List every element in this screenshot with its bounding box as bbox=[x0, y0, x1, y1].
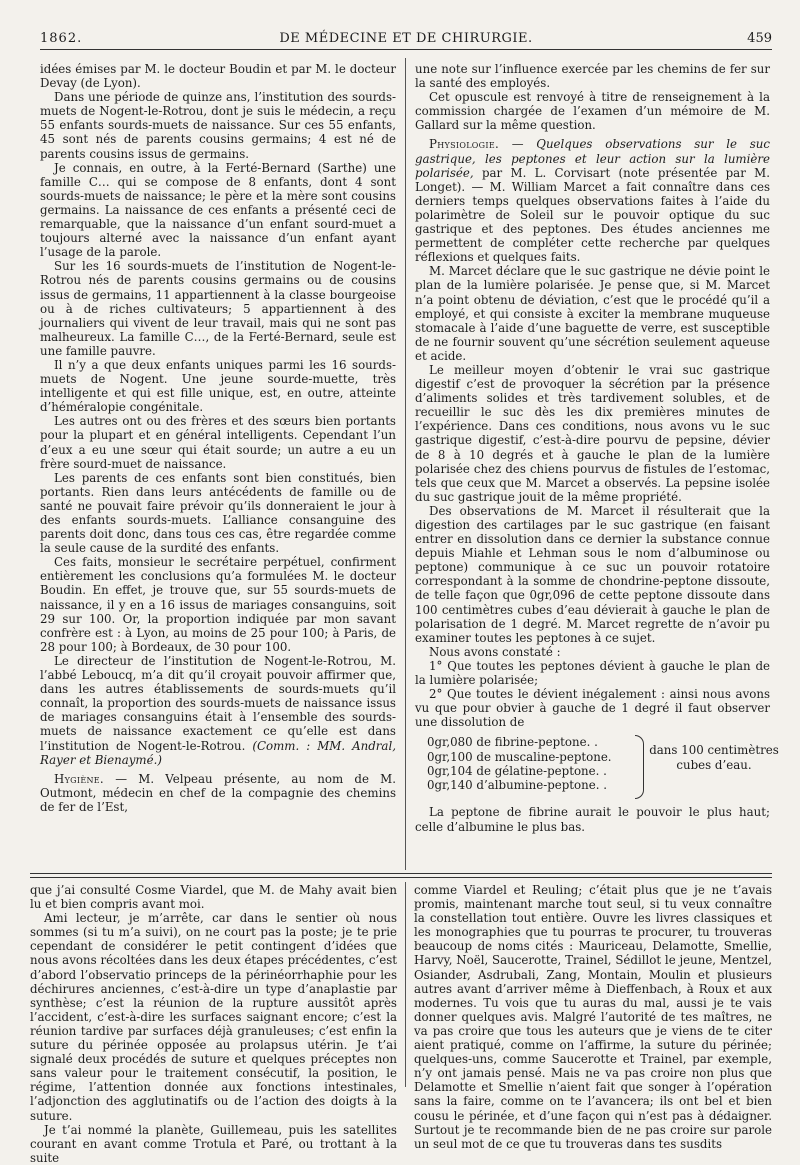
paragraph: Ami lecteur, je m’arrête, car dans le sentier où nous sommes (si tu m’a suivi), on ne court pas la poste; je te prie cependant de considérer le petit contingent d’idées que nous avons récoltées dans les deux étapes précédentes, c’est d’abord l’observatio princeps de la périnéorrhaphie pour les déchirures anciennes, c’est-à-dire un type d’anaplastie par synthèse; c’est la réunion de la rupture aussitôt après l’accident, c’est-à-dire les surfaces saignant encore; c’est la réunion tardive par surfaces déjà granuleuses; c’est enfin la suture du périnée opposée au prolapsus utérin. Je t’ai signalé deux procédés de suture et quelques préceptes non sans valeur pour le traitement consécutif, la position, le régime, l’attention donnée aux fonctions intestinales, l’adjonction des agglutinatifs ou de l’action des doigts à la suture. bbox=[30, 911, 397, 1123]
peptone-items bbox=[427, 735, 632, 791]
physiology-heading bbox=[415, 137, 770, 264]
paragraph: une note sur l’influence exercée par les chemins de fer sur la santé des employés. bbox=[415, 62, 770, 91]
article-author: par M. L. Corvisart (note présentée par M. Longet). bbox=[415, 165, 770, 194]
paragraph: idées émises par M. le docteur Boudin et par M. le docteur Devay (de Lyon). bbox=[40, 62, 396, 91]
article-title: — Quelques observations sur le suc gastrique, les peptones et leur action sur la lumière polarisée, bbox=[415, 137, 770, 180]
left-column bbox=[40, 62, 396, 870]
paragraph: Il n’y a que deux enfants uniques parmi les 16 sourds-muets de Nogent. Une jeune sourde-muette, très intelligente et qui est fille unique, est, en outre, atteinte d’héméralopie congénitale. bbox=[40, 357, 396, 415]
paragraph: Des observations de M. Marcet il résulterait que la digestion des cartilages par le suc gastrique (en faisant entrer en dissolution dans ce dernier la substance connue depuis Miahle et Lehman sous le nom d’albuminose ou peptone) communique à ce suc un pouvoir rotatoire correspondant à la somme de chondrine-peptone dissoute, de telle façon que 0gr,096 de cette peptone dissoute dans 100 centimètres cubes d’eau dévierait à gauche le plan de polarisation de 1 degré. M. Marcet regrette de n’avoir pu examiner toutes les peptones à ce sujet. bbox=[415, 503, 770, 645]
paragraph: 2° Que toutes le dévient inégalement : ainsi nous avons vu que pour obvier à gauche de 1 degré il faut observer une dissolution de bbox=[415, 687, 770, 730]
list-item: 0gr,080 de fibrine-peptone. . bbox=[427, 735, 598, 750]
paragraph: Le meilleur moyen d’obtenir le vrai suc gastrique digestif c’est de provoquer la sécrétion par la présence d’aliments solides et très tardivement solubles, et de recueillir le suc dès les dix premières minutes de l’expérience. Dans ces conditions, nous avons vu le suc gastrique digestif, c’est-à-dire pourvu de pepsine, dévier de 8 à 10 degrés et à gauche le plan de la lumière polarisée chez des chiens pourvus de fistules de l’estomac, tels que ceux que M. Marcet a observés. La pepsine isolée du suc gastrique jouit de la même propriété. bbox=[415, 362, 770, 504]
list-note: dans 100 centimètres cubes d’eau. bbox=[649, 743, 779, 772]
paragraph: Les parents de ces enfants sont bien constitués, bien portants. Rien dans leurs antécédents de famille ou de santé ne pouvait faire prévoir qu’ils donneraient le jour à des enfants sourds-muets. L’alliance consanguine des parents doit donc, dans tous ces cas, être regardée comme la seule cause de la surdité des enfants. bbox=[40, 470, 396, 556]
paragraph: La peptone de fibrine aurait le pouvoir le plus haut; celle d’albumine le plus bas. bbox=[415, 805, 770, 834]
curly-brace bbox=[635, 735, 644, 799]
list-item: 0gr,104 de gélatine-peptone. . bbox=[427, 763, 607, 778]
hygiene-paragraph bbox=[40, 772, 396, 814]
paragraph: Dans une période de quinze ans, l’institution des sourds-muets de Nogent-le-Rotrou, dont je suis le médecin, a reçu 55 enfants sourds-muets de naissance. Sur ces 55 enfants, 45 sont nés de parents cousins germains; 4 est né de parents cousins issus de germains. bbox=[40, 90, 396, 161]
section-rule bbox=[30, 873, 772, 878]
peptone-list bbox=[427, 735, 779, 799]
paragraph-text: Le directeur de l’institution de Nogent-le-Rotrou, M. l’abbé Leboucq, m’a dit qu’il croyait pouvoir affirmer que, dans les autres établissements de sourds-muets qu’il connaît, la proportion des sourds-muets de naissance issus de mariages consanguins était à l’ensemble des sourds-muets de naissance exactement ce qu’elle est dans l’institution de Nogent-le-Rotrou. bbox=[40, 653, 396, 753]
paragraph-text: — M. Velpeau présente, au nom de M. Outmont, bbox=[40, 771, 397, 800]
bottom-right-column bbox=[414, 883, 772, 1151]
paragraph: Sur les 16 sourds-muets de l’institution de Nogent-le-Rotrou nés de parents cousins germains ou de cousins issus de germains, 11 appartiennent à la classe bourgeoise ou à de riches cultivateurs; 5 appartiennent à des journaliers qui vivent de leur travail, mais qui ne sont pas malheureux. La famille C…, de la Ferté-Bernard, seule est une famille pauvre. bbox=[40, 259, 396, 358]
section-label-hygiene: Hygiène. bbox=[54, 771, 104, 786]
bottom-left-column bbox=[30, 883, 397, 1165]
paragraph: Nous avons constaté : bbox=[429, 644, 561, 659]
page-number: 459 bbox=[747, 31, 772, 46]
paragraph: 1° Que toutes les peptones dévient à gauche le plan de la lumière polarisée; bbox=[415, 658, 770, 688]
paragraph-text: — M. William Marcet a fait connaître dans ces derniers temps quelques observations faites à l’aide du polarimètre de Soleil sur le pouvoir optique du suc gastrique et des peptones. Des études anciennes me permettent de compléter cette recherche par quelques réflexions et quelques faits. bbox=[415, 179, 771, 265]
section-label-physiology: Physiologie. bbox=[429, 137, 500, 152]
paragraph: comme Viardel et Reuling; c’était plus que je ne t’avais promis, maintenant marche tout seul, si tu veux connaître la constellation tout entière. Ouvre les livres classiques et les monographies que tu pourras te procurer, tu trouveras beaucoup de noms cités : Mauriceau, Delamotte, Smellie, Harvy, Noël, Saucerotte, Trainel, Sédillot le jeune, Mentzel, Osiander, Asdrubali, Zang, Montain, Moulin et plusieurs autres avant d’arriver même à Dieffenbach, à Roux et aux modernes. Tu vois que tu auras du mal, aussi je te vais donner quelques avis. Malgré l’autorité de tes maîtres, ne va pas croire que tous les auteurs que je viens de te citer aient pratiqué, comme on l’affirme, la suture du périnée; quelques-uns, comme Saucerotte et Trainel, par exemple, n’y ont jamais pensé. Mais ne va pas croire non plus que Delamotte et Smellie n’aient fait que songer à l’opération sans la faire, comme on te l’avancera; ils ont bel et bien cousu le périnée, et d’une façon qui n’est pas à dédaigner. Surtout je te recommande bien de ne pas croire sur parole un seul mot de ce que tu trouveras dans tes susdits bbox=[414, 883, 772, 1151]
paragraph: Les autres ont ou des frères et des sœurs bien portants pour la plupart et en général intelligents. Cependant l’un d’eux a eu une sœur qui était sourde; un autre a eu un frère sourd-muet de naissance. bbox=[40, 414, 396, 471]
paragraph bbox=[40, 654, 396, 767]
paragraph: que j’ai consulté Cosme Viardel, que M. de Mahy avait bien lu et bien compris avant moi. bbox=[30, 883, 397, 912]
right-column bbox=[415, 62, 779, 870]
paragraph: Cet opuscule est renvoyé à titre de renseignement à la commission chargée de l’examen d’un mémoire de M. Gallard sur la même question. bbox=[415, 90, 770, 133]
header-title: DE MÉDECINE ET DE CHIRURGIE. bbox=[279, 31, 533, 46]
paragraph: Je connais, en outre, à la Ferté-Bernard (Sarthe) une famille C… qui se compose de 8 enfants, dont 4 sont sourds-muets de naissance; le père et la mère sont cousins germains. La naissance de ces enfants a présenté ceci de remarquable, que la naissance d’un enfant sourd-muet a toujours alterné avec la naissance d’un enfant ayant l’usage de la parole. bbox=[40, 160, 396, 260]
header-year: 1862. bbox=[40, 31, 83, 46]
paragraph: M. Marcet déclare que le suc gastrique ne dévie point le plan de la lumière polarisée. Je pense que, si M. Marcet n’a point obtenu de déviation, c’est que le procédé qu’il a employé, et qui consiste à exciter la membrane muqueuse stomacale à l’aide d’une baguette de verre, est susceptible de ne fournir souvent qu’une sécrétion seulement aqueuse et acide. bbox=[415, 264, 770, 363]
commission-reference: (Comm. : MM. Andral, Rayer et Bienaymé.) bbox=[40, 738, 396, 767]
paragraph: Ces faits, monsieur le secrétaire perpétuel, confirment entièrement les conclusions qu’a formulées M. le docteur Boudin. En effet, je trouve que, sur 55 sourds-muets de naissance, il y en a 16 issus de mariages consanguins, soit 29 sur 100. Or, la proportion indiquée par mon savant confrère est : à Lyon, au moins de 25 pour 100; à Paris, de 28 pour 100; à Bordeaux, de 30 pour 100. bbox=[40, 555, 396, 654]
paragraph: Je t’ai nommé la planète, Guillemeau, puis les satellites courant en avant comme Trotula et Paré, ou trottant à la suite bbox=[30, 1122, 397, 1165]
list-item: 0gr,100 de muscaline-peptone. bbox=[427, 749, 612, 764]
paragraph-text: médecin en chef de la compagnie des chemins de fer de l’Est, bbox=[40, 785, 397, 814]
column-divider bbox=[405, 882, 406, 1087]
list-item: 0gr,140 d’albumine-peptone. . bbox=[427, 777, 607, 792]
page-header bbox=[40, 27, 772, 50]
column-divider bbox=[405, 58, 406, 870]
